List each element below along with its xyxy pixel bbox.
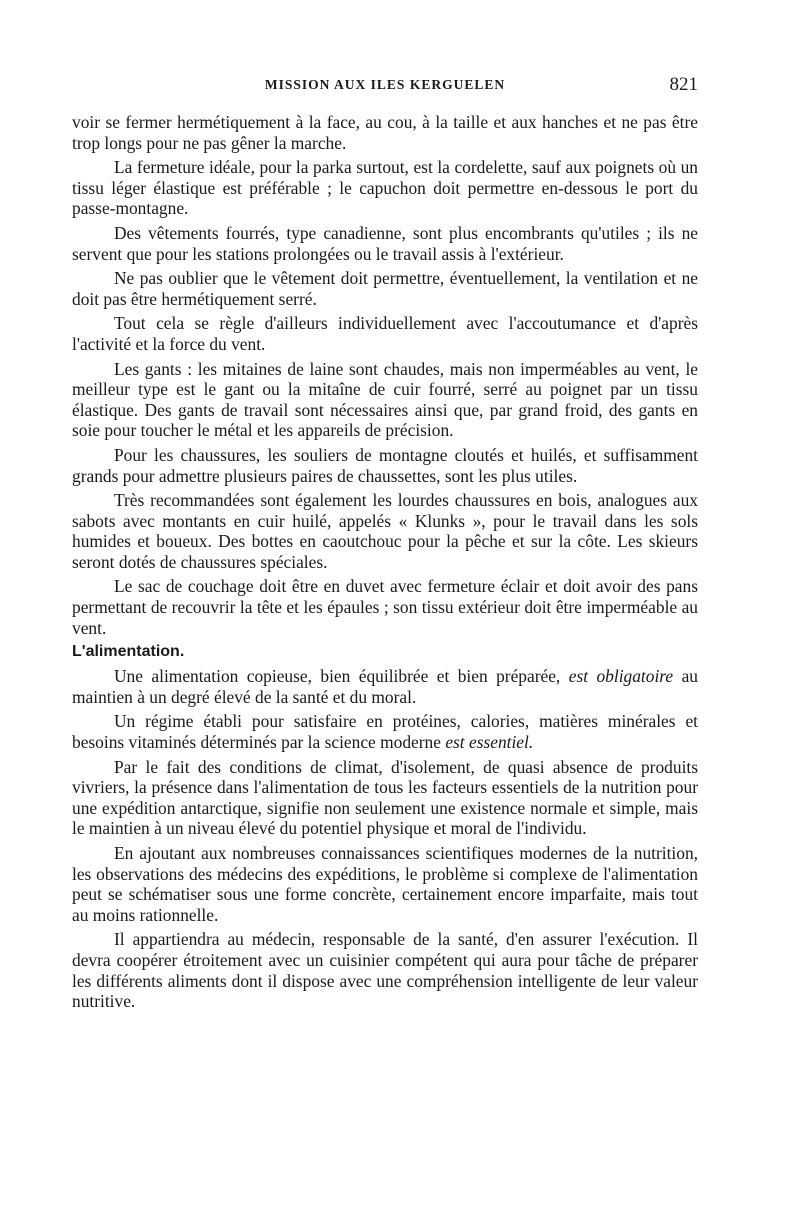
body-text: [72, 112, 698, 1016]
section-heading: L'alimentation.: [72, 643, 185, 661]
paragraph: Des vêtements fourrés, type canadienne, sont plus encombrants qu'utiles ; ils ne servent que pour les stations prolongées ou le travail assis à l'extérieur.: [72, 222, 698, 264]
paragraph: Tout cela se règle d'ailleurs individuellement avec l'accoutumance et d'après l'activité et la force du vent.: [72, 313, 698, 354]
paragraph: La fermeture idéale, pour la parka surtout, est la cordelette, sauf aux poignets où un tissu léger élastique est préférable ; le capuchon doit permettre en-dessous le port du passe-montagne.: [72, 157, 698, 219]
page-number: 821: [669, 74, 698, 95]
paragraph: En ajoutant aux nombreuses connaissances scientifiques modernes de la nutrition, les observations des médecins des expéditions, le problème si complexe de l'alimentation peut se schématiser sous une forme concrète, certainement encore imparfaite, mais tout au moins rationnelle.: [72, 843, 698, 925]
text-run: Un régime établi pour satisfaire en protéines, calories, matières minérales et besoins vitaminés déterminés par la science moderne: [72, 711, 698, 753]
page-header: [72, 74, 698, 100]
paragraph: [72, 711, 698, 752]
text-run: Une alimentation copieuse, bien équilibrée et bien préparée,: [114, 666, 561, 687]
paragraph: Ne pas oublier que le vêtement doit permettre, éventuellement, la ventilation et ne doit pas être hermétiquement serré.: [72, 268, 698, 309]
running-title: MISSION AUX ILES KERGUELEN: [264, 77, 506, 92]
paragraph: voir se fermer hermétiquement à la face, au cou, à la taille et aux hanches et ne pas être trop longs pour ne pas gêner la marche.: [72, 112, 698, 153]
paragraph: Pour les chaussures, les souliers de montagne cloutés et huilés, et suffisamment grands pour admettre plusieurs paires de chaussettes, sont les plus utiles.: [72, 444, 698, 486]
paragraph: Il appartiendra au médecin, responsable de la santé, d'en assurer l'exécution. Il devra coopérer étroitement avec un cuisinier compétent qui aura pour tâche de préparer les différents aliments dont il dispose avec une compréhension intelligente de leur valeur nutritive.: [72, 929, 698, 1012]
paragraph: Par le fait des conditions de climat, d'isolement, de quasi absence de produits vivriers, la présence dans l'alimentation de tous les facteurs essentiels de la nutrition pour une expédition antarctique, signifie non seulement une existence normale et simple, mais le maintien à un niveau élevé du potentiel physique et moral de l'individu.: [72, 756, 698, 839]
emphasis-text: est essentiel.: [445, 732, 534, 753]
text-run: au maintien à un degré élevé de la santé et du moral.: [72, 666, 698, 707]
emphasis-text: est obligatoire: [568, 666, 674, 687]
paragraph: Les gants : les mitaines de laine sont chaudes, mais non imperméables au vent, le meilleur type est le gant ou la mitaîne de cuir fourré, serré au poignet par un tissu élastique. Des gants de travail sont nécessaires ainsi que, par grand froid, des gants en soie pour toucher le métal et les appareils de précision.: [72, 358, 698, 441]
paragraph: Le sac de couchage doit être en duvet avec fermeture éclair et doit avoir des pans permettant de recouvrir la tête et les épaules ; son tissu extérieur doit être imperméable au vent.: [72, 576, 698, 638]
paragraph: Très recommandées sont également les lourdes chaussures en bois, analogues aux sabots avec montants en cuir huilé, appelés « Klunks », pour le travail dans les sols humides et boueux. Des bottes en caoutchouc pour la pêche et sur la côte. Les skieurs seront dotés de chaussures spéciales.: [72, 490, 698, 572]
paragraph: [72, 666, 698, 707]
